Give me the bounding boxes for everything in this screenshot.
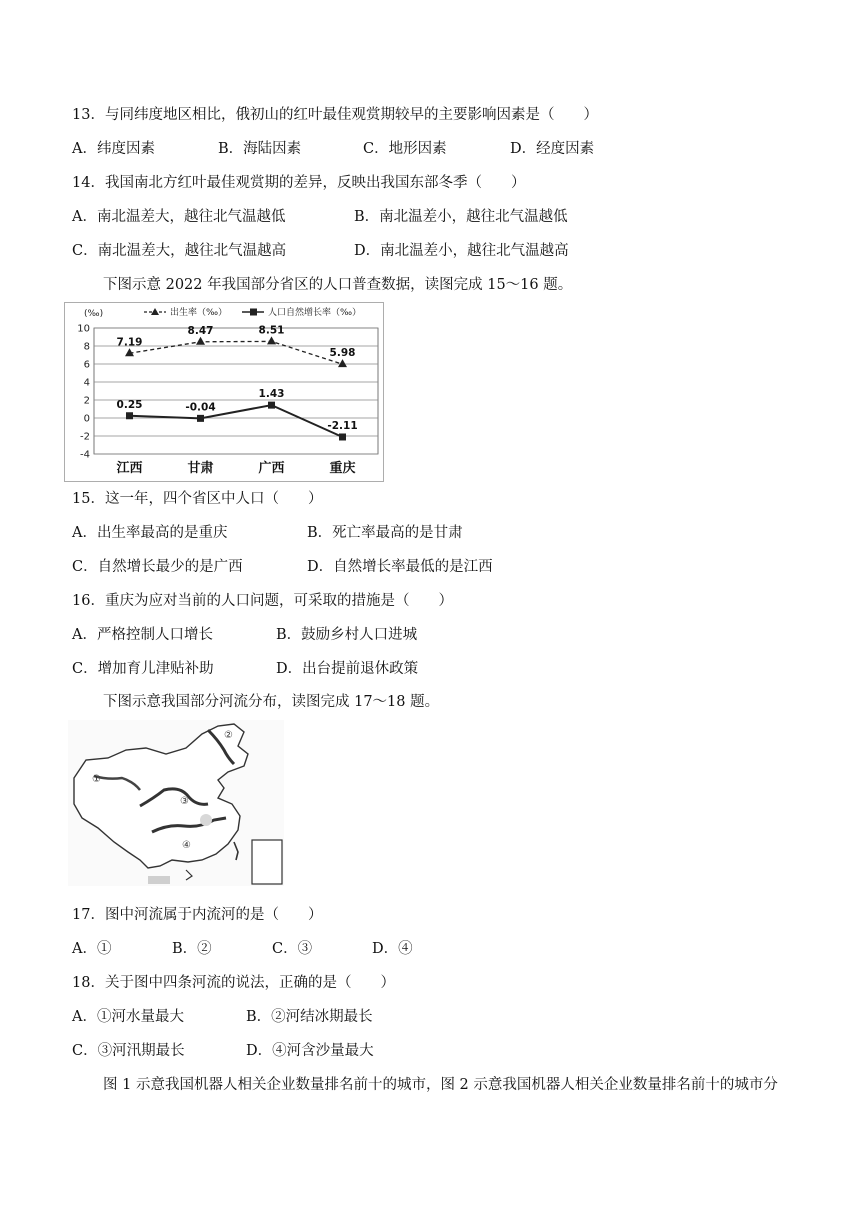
river-label-3: ③ [180,796,189,807]
x-tick-label: 甘肃 [187,461,214,476]
option-d: D．自然增长率最低的是江西 [307,559,493,575]
option-b: B．死亡率最高的是甘肃 [307,525,463,541]
y-axis-unit: (‰) [84,309,104,319]
data-label-birth-rate: 5.98 [329,347,356,360]
data-label-birth-rate: 8.51 [258,324,285,337]
option-a: A．出生率最高的是重庆 [72,525,228,541]
option-b: B．② [172,941,212,957]
data-label-birth-rate: 7.19 [116,336,143,349]
option-a: A．①河水量最大 [72,1009,184,1025]
intro-19: 图 1 示意我国机器人相关企业数量排名前十的城市，图 2 示意我国机器人相关企业数量排名前十的城市分 [103,1077,778,1093]
question-18-stem: 18．关于图中四条河流的说法，正确的是（ ） [72,975,395,991]
option-c: C．增加育儿津贴补助 [72,661,214,677]
river-map-svg [68,720,284,886]
y-tick-label: 0 [83,413,90,425]
data-point-growth-rate [197,415,204,422]
lake-marker [200,814,212,826]
question-16-stem: 16．重庆为应对当前的人口问题，可采取的措施是（ ） [72,593,453,609]
x-tick-label: 广西 [258,461,285,476]
intro-17-18: 下图示意我国部分河流分布，读图完成 17～18 题。 [103,694,440,710]
option-c: C．自然增长最少的是广西 [72,559,243,575]
river-label-4: ④ [182,840,191,851]
data-label-growth-rate: 0.25 [116,398,143,411]
data-label-growth-rate: -2.11 [327,419,358,432]
river-label-2: ② [224,730,233,741]
data-label-birth-rate: 8.47 [187,324,214,337]
option-a: A．纬度因素 [72,141,155,157]
y-tick-label: 4 [83,377,90,389]
y-tick-label: 6 [83,359,90,371]
option-a: A．严格控制人口增长 [72,627,213,643]
y-tick-label: 8 [83,341,90,353]
question-14-stem: 14．我国南北方红叶最佳观赏期的差异，反映出我国东部冬季（ ） [72,175,526,191]
option-b: B．海陆因素 [218,141,302,157]
river-label-1: ① [92,774,101,785]
option-c: C．南北温差大，越往北气温越高 [72,243,287,259]
intro-15-16: 下图示意 2022 年我国部分省区的人口普查数据，读图完成 15～16 题。 [103,277,573,293]
option-a: A．① [72,941,112,957]
option-d: D．出台提前退休政策 [276,661,419,677]
data-point-growth-rate [126,412,133,419]
y-tick-label: -4 [80,449,90,461]
square-marker-icon [250,309,257,316]
data-point-growth-rate [268,402,275,409]
option-c: C．地形因素 [363,141,447,157]
question-15-stem: 15．这一年，四个省区中人口（ ） [72,491,323,507]
population-line-chart [64,302,384,482]
option-d: D．南北温差小，越往北气温越高 [354,243,569,259]
south-china-sea-inset [252,840,282,884]
option-d: D．④ [372,941,413,957]
y-tick-label: -2 [80,431,90,443]
option-a: A．南北温差大，越往北气温越低 [72,209,286,225]
china-river-map [68,720,284,886]
option-d: D．经度因素 [510,141,595,157]
y-tick-label: 2 [83,395,90,407]
question-17-stem: 17．图中河流属于内流河的是（ ） [72,907,323,923]
legend-label-growth-rate: 人口自然增长率（‰） [268,308,362,318]
y-tick-label: 10 [77,323,90,335]
scale-bar [148,876,170,884]
question-13-stem: 13．与同纬度地区相比，俄初山的红叶最佳观赏期较早的主要影响因素是（ ） [72,107,598,123]
x-tick-label: 重庆 [329,461,356,476]
data-point-growth-rate [339,433,346,440]
data-label-growth-rate: -0.04 [185,401,216,414]
option-b: B．南北温差小，越往北气温越低 [354,209,568,225]
legend-label-birth-rate: 出生率（‰） [170,308,228,318]
option-d: D．④河含沙量最大 [246,1043,374,1059]
option-b: B．②河结冰期最长 [246,1009,373,1025]
x-tick-label: 江西 [116,461,143,476]
option-c: C．③河汛期最长 [72,1043,185,1059]
option-c: C．③ [272,941,313,957]
data-label-growth-rate: 1.43 [258,388,285,401]
population-chart [64,302,384,482]
option-b: B．鼓励乡村人口进城 [276,627,418,643]
